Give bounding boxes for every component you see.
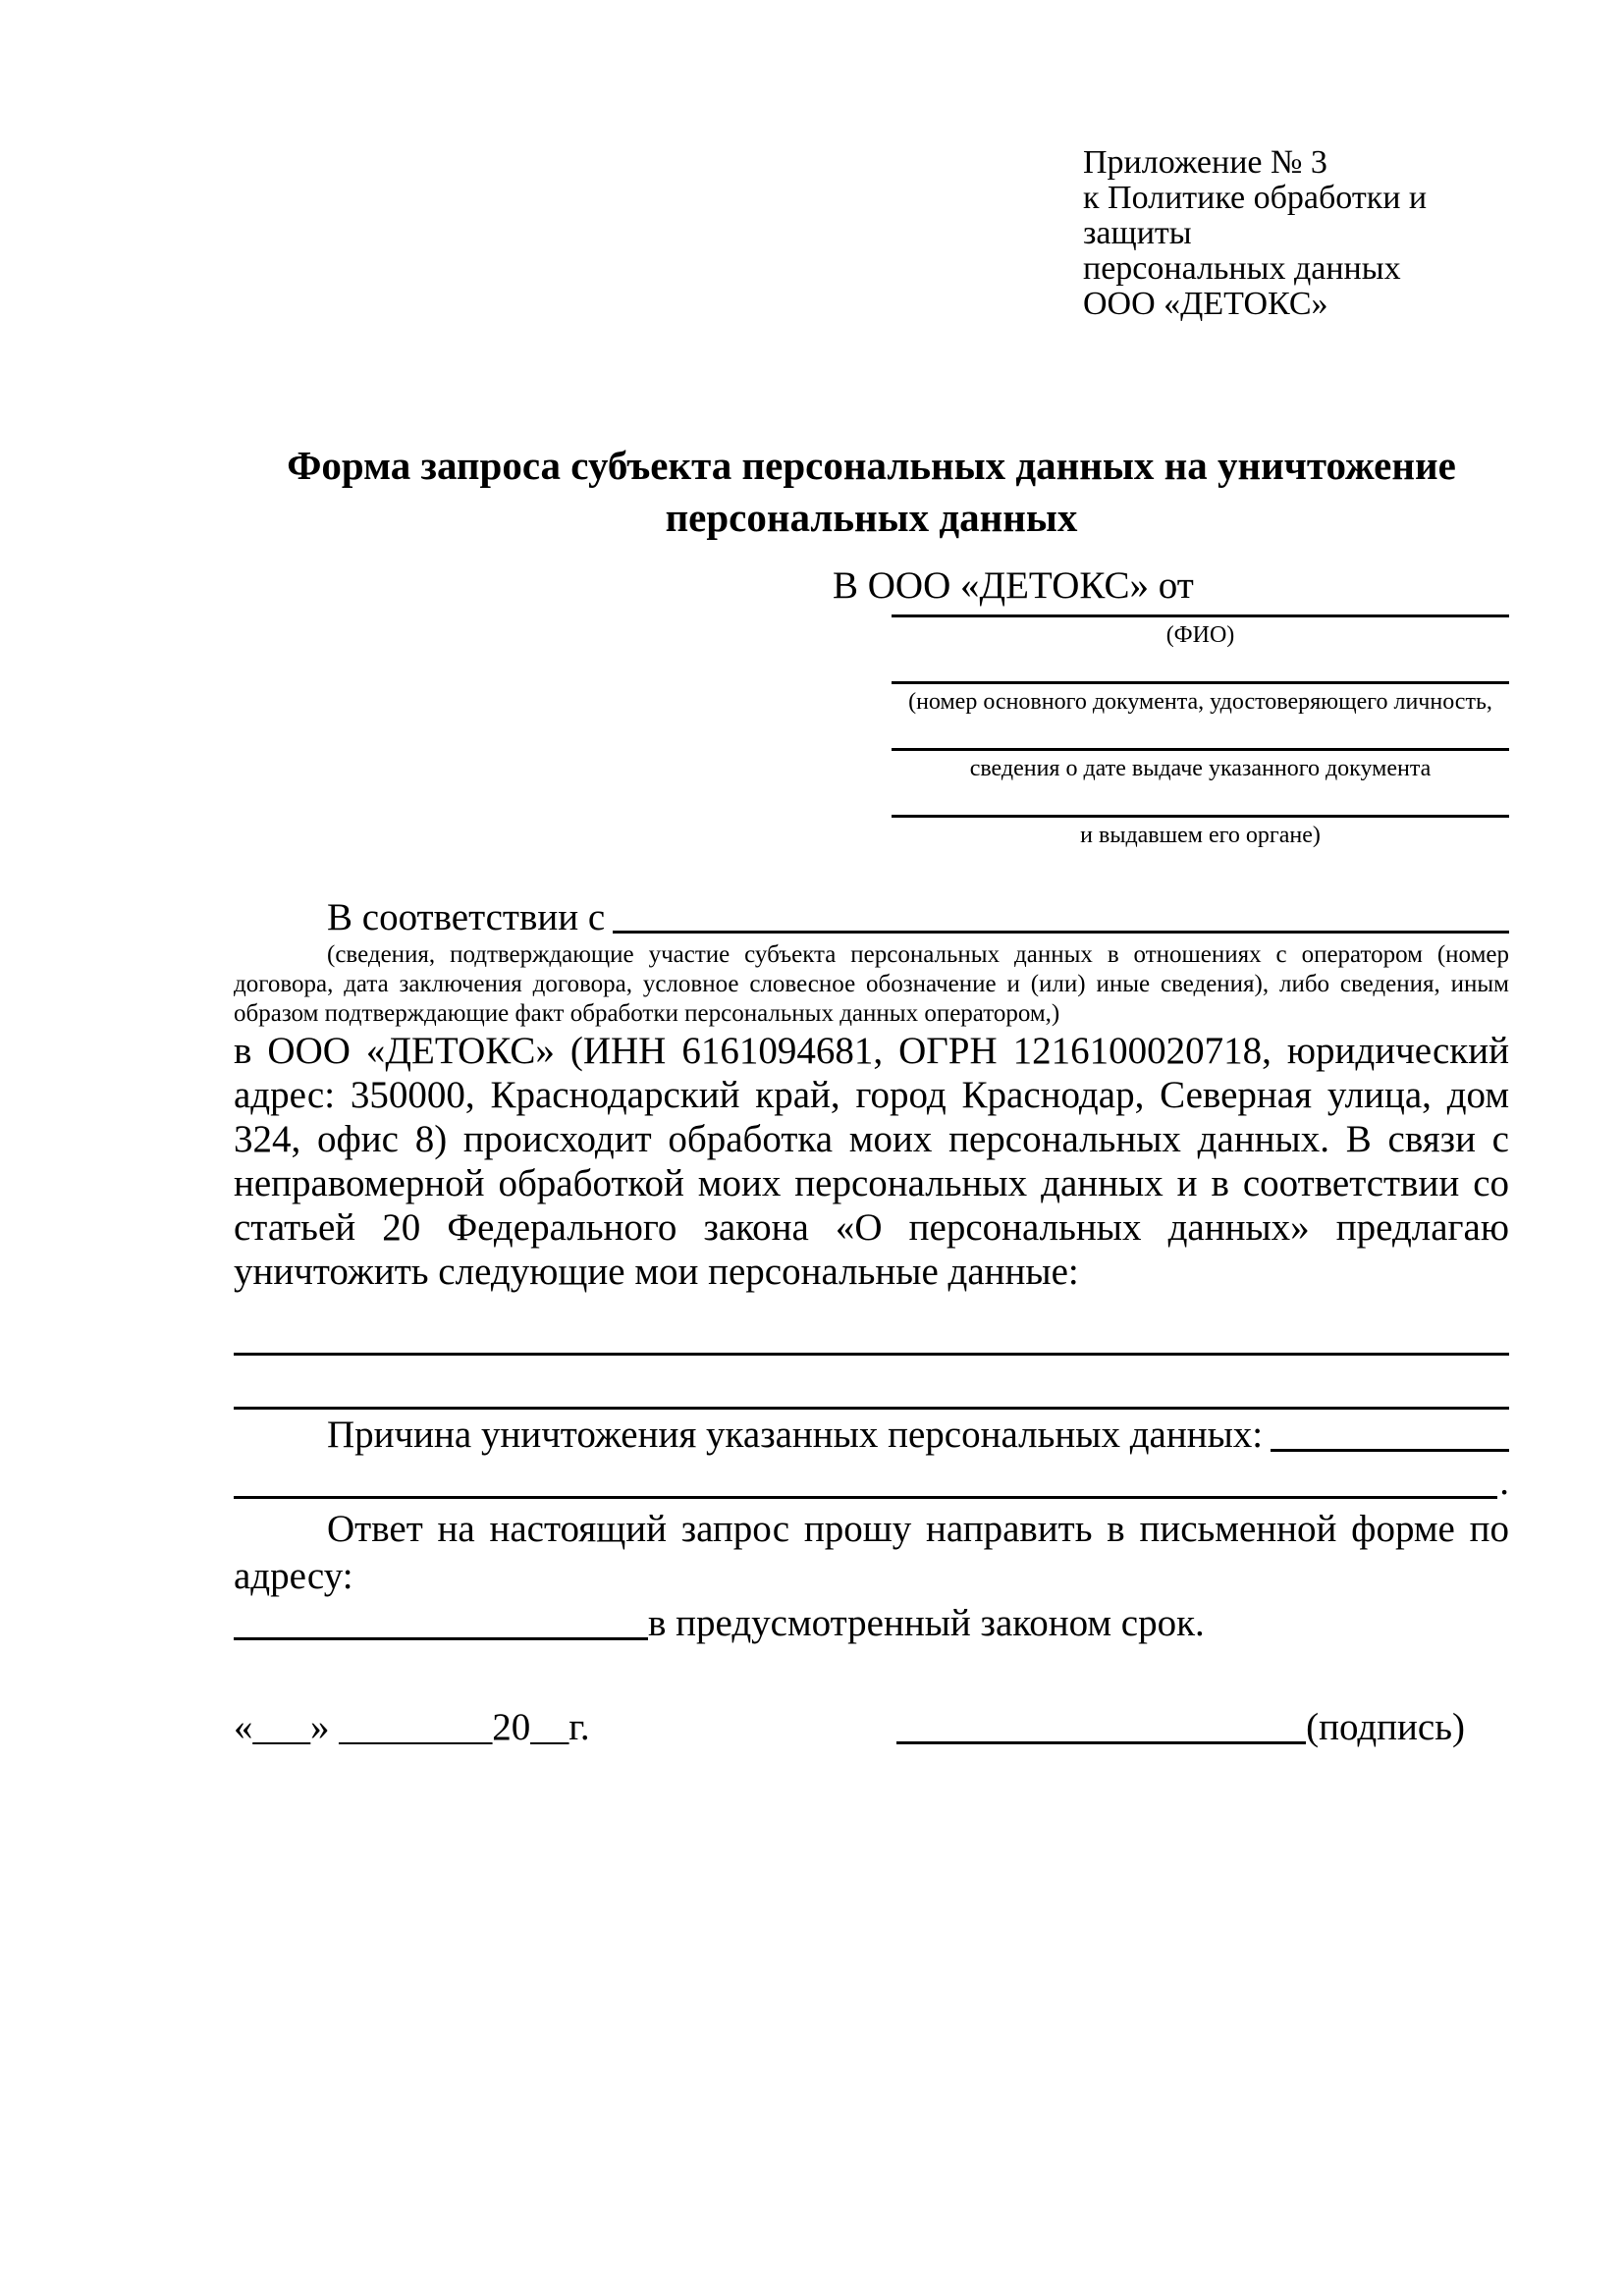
signature-block [896,1704,1465,1751]
field-caption-fio: (ФИО) [1165,622,1235,648]
fill-in-field-issuing-authority [892,815,1509,850]
reason-line [234,1412,1509,1459]
field-caption-document-number: (номер основного документа, удостоверяющего личность, [908,689,1492,715]
field-caption-issuing-authority: и выдавшем его органе) [1080,823,1321,848]
fill-line [234,1356,1509,1410]
date-line: «___» ________20__г. [234,1706,590,1748]
header-block [1083,145,1509,322]
fill-line [234,1637,648,1640]
date-signature-row [234,1704,1509,1751]
addressee-line: В ООО «ДЕТОКС» от [833,564,1194,607]
fill-line [234,1496,1497,1499]
body-paragraph: в ООО «ДЕТОКС» (ИНН 6161094681, ОГРН 1216100020718, юридический адрес: 350000, Краснодарский край, город Краснодар, Северная улица, дом 324, офис 8) происходит обработка моих персональных данных. В связи с неправомерной обработкой моих персональных данных и в соответствии со статьей 20 Федерального закона «О персональных данных» предлагаю уничтожить следующие мои персональные данные: [234,1030,1509,1293]
fill-line [613,931,1509,934]
fill-in-field-document-number [892,681,1509,717]
response-line: Ответ на настоящий запрос прошу направить в письменной форме по адресу: [234,1508,1509,1597]
header-line-personal-data: персональных данных [1083,250,1401,287]
accordance-note: (сведения, подтверждающие участие субъекта персональных данных в отношениях с оператором (номер договора, дата заключения договора, условное словесное обозначение и (или) иные сведения), либо сведения, иным образом подтверждающие факт обработки персональных данных оператором,) [234,941,1509,1027]
response-suffix: в предусмотренный законом срок. [648,1602,1205,1644]
fill-in-field-fio [892,614,1509,650]
response-address-line [234,1600,1509,1647]
header-line-company: ООО «ДЕТОКС» [1083,286,1328,322]
fill-in-field-issue-date [892,748,1509,783]
signature-line [896,1741,1306,1744]
signature-caption: (подпись) [1306,1706,1465,1748]
field-caption-issue-date: сведения о дате выдаче указанного документа [969,756,1432,781]
reason-fill-line [234,1459,1509,1506]
header-line-appendix: Приложение № 3 [1083,144,1327,181]
accordance-line [234,895,1509,940]
accordance-lead: В соответствии с [327,896,606,938]
header-line-policy: к Политике обработки и защиты [1083,180,1428,251]
document-title: Форма запроса субъекта персональных данных на уничтожение персональных данных [287,443,1456,540]
fill-line [1271,1449,1509,1452]
fill-in-fields [234,614,1509,850]
fill-line [234,1302,1509,1356]
reason-label: Причина уничтожения указанных персональных данных: [327,1414,1264,1456]
reason-period: . [1499,1461,1509,1503]
